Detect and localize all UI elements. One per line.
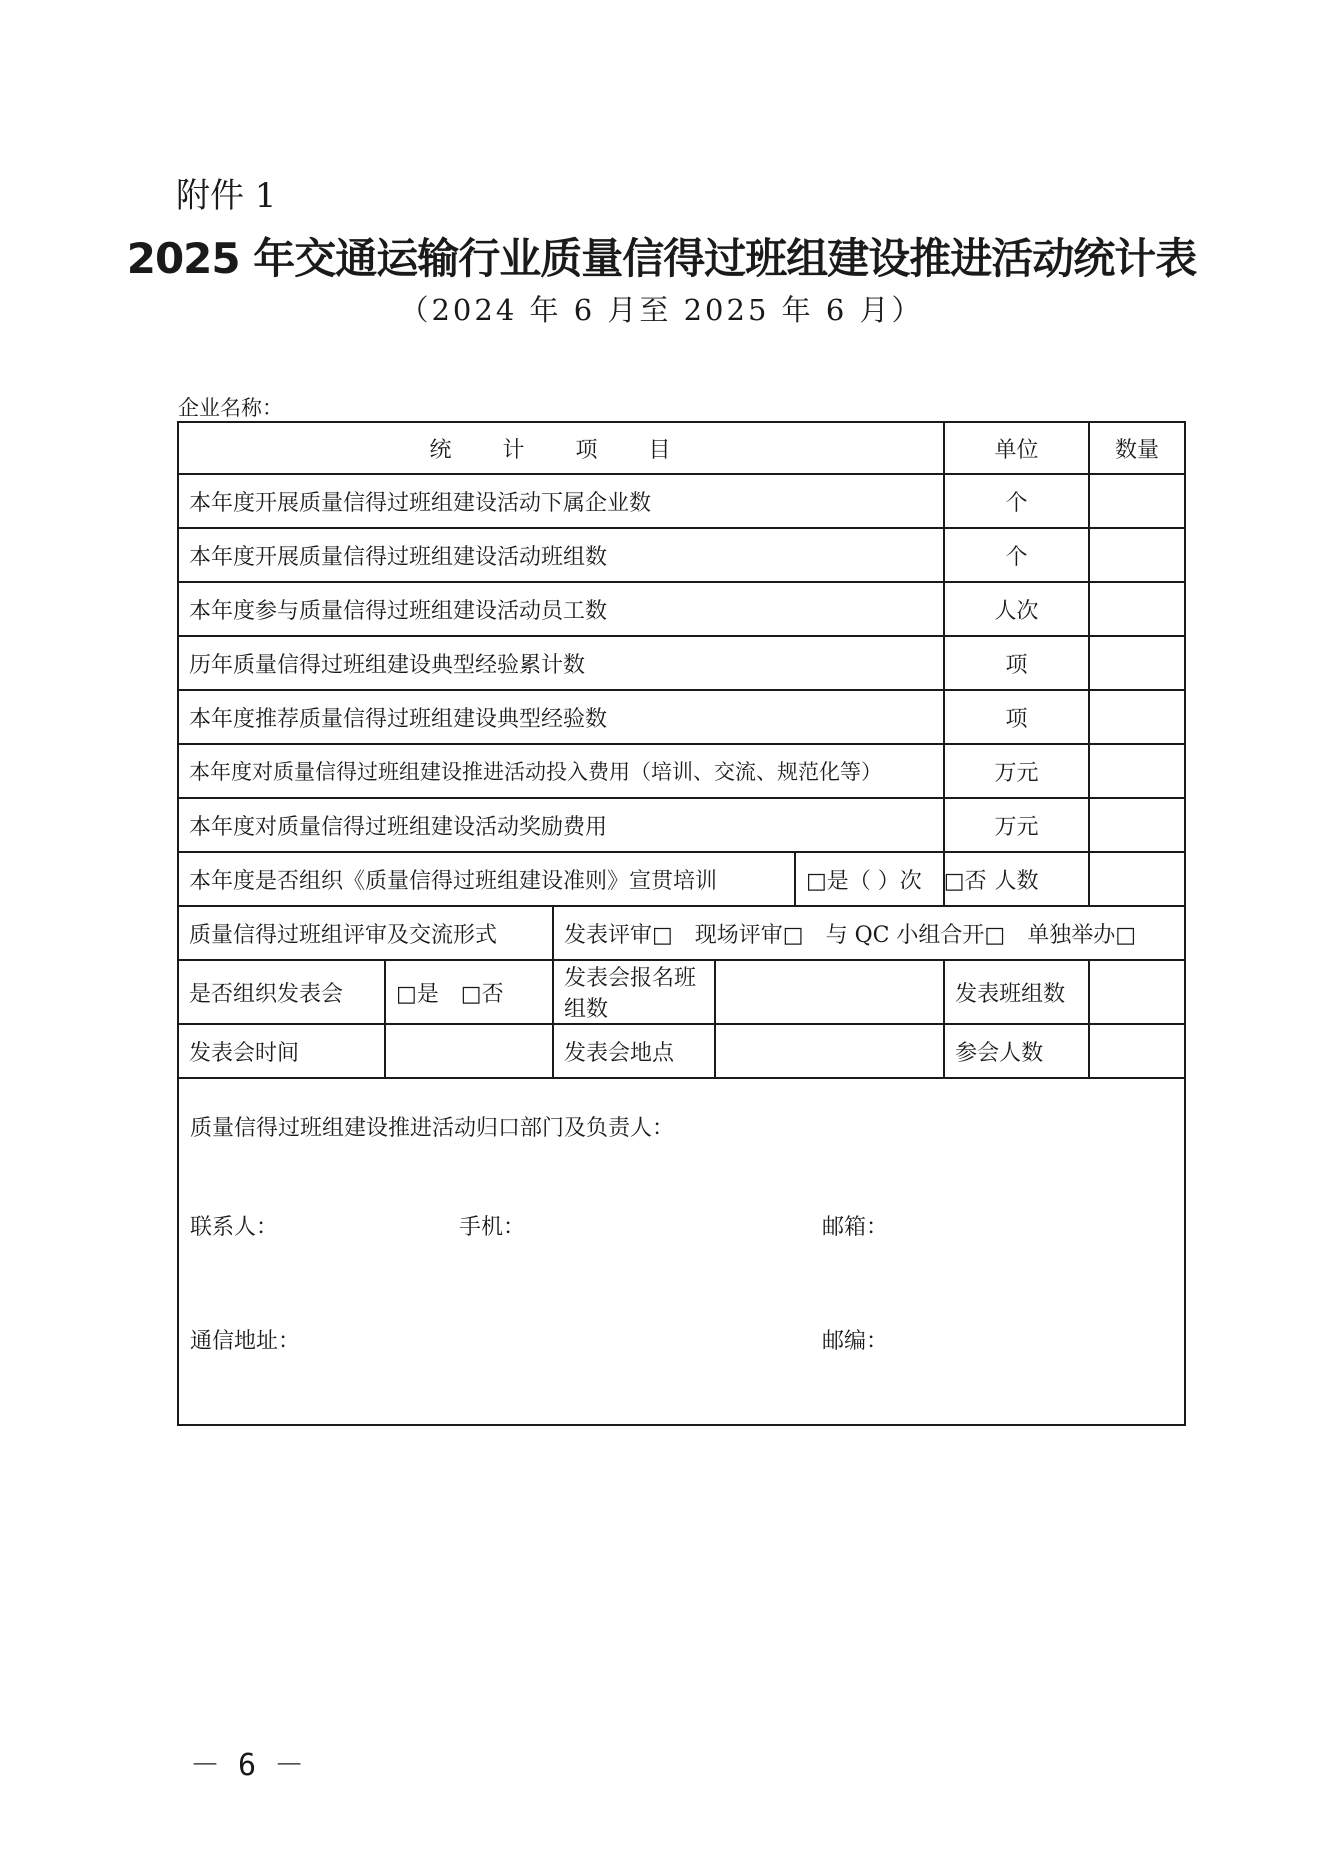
meeting-time-cell[interactable] xyxy=(385,1024,553,1078)
page-number: － 6 － xyxy=(190,1748,305,1783)
meeting-time-label: 发表会时间 xyxy=(178,1024,385,1078)
quantity-cell[interactable] xyxy=(1089,798,1185,852)
company-name-label: 企业名称： xyxy=(178,396,283,420)
document-title: 2025 年交通运输行业质量信得过班组建设推进活动统计表 xyxy=(126,234,1197,283)
attendees-label: 参会人数 xyxy=(944,1024,1089,1078)
row-item-label: 本年度对质量信得过班组建设推进活动投入费用（培训、交流、规范化等） xyxy=(178,744,944,798)
training-item-label: 本年度是否组织《质量信得过班组建设准则》宣贯培训 xyxy=(178,852,795,906)
table-row xyxy=(178,474,1185,528)
row-unit: 人次 xyxy=(944,582,1089,636)
signup-label: 发表会报名班组数 xyxy=(553,960,715,1024)
meeting-row xyxy=(178,960,1185,1024)
review-options[interactable]: 发表评审□ 现场评审□ 与 QC 小组合开□ 单独举办□ xyxy=(553,906,1185,960)
row-item-label: 本年度参与质量信得过班组建设活动员工数 xyxy=(178,582,944,636)
table-row xyxy=(178,528,1185,582)
row-item-label: 历年质量信得过班组建设典型经验累计数 xyxy=(178,636,944,690)
review-label: 质量信得过班组评审及交流形式 xyxy=(178,906,553,960)
quantity-cell[interactable] xyxy=(1089,690,1185,744)
training-unit: 人数 xyxy=(944,852,1089,906)
quantity-cell[interactable] xyxy=(1089,744,1185,798)
quantity-cell[interactable] xyxy=(1089,636,1185,690)
table-row xyxy=(178,690,1185,744)
meeting-label: 是否组织发表会 xyxy=(178,960,385,1024)
row-item-label: 本年度开展质量信得过班组建设活动班组数 xyxy=(178,528,944,582)
row-unit: 个 xyxy=(944,528,1089,582)
row-item-label: 本年度对质量信得过班组建设活动奖励费用 xyxy=(178,798,944,852)
meeting-place-label: 发表会地点 xyxy=(553,1024,715,1078)
address-label: 通信地址： xyxy=(190,1329,301,1354)
table-row xyxy=(178,636,1185,690)
document-subtitle: （2024 年 6 月至 2025 年 6 月） xyxy=(399,293,924,327)
phone-label: 手机： xyxy=(459,1215,526,1240)
quantity-cell[interactable] xyxy=(1089,528,1185,582)
row-unit: 万元 xyxy=(944,798,1089,852)
row-unit: 项 xyxy=(944,690,1089,744)
presented-label: 发表班组数 xyxy=(944,960,1089,1024)
table-header-row xyxy=(178,422,1185,474)
contact-section xyxy=(178,1078,1185,1425)
dept-label: 质量信得过班组建设推进活动归口部门及负责人： xyxy=(190,1116,675,1141)
email-label: 邮箱： xyxy=(822,1215,889,1240)
presented-count-cell[interactable] xyxy=(1089,960,1185,1024)
meeting-options[interactable]: □是 □否 xyxy=(385,960,553,1024)
header-item: 统 计 项 目 xyxy=(178,422,944,474)
statistics-table xyxy=(177,421,1186,1426)
row-unit: 项 xyxy=(944,636,1089,690)
row-unit: 个 xyxy=(944,474,1089,528)
contact-row xyxy=(178,1078,1185,1425)
header-quantity: 数量 xyxy=(1089,422,1185,474)
training-row xyxy=(178,852,1185,906)
row-item-label: 本年度开展质量信得过班组建设活动下属企业数 xyxy=(178,474,944,528)
header-unit: 单位 xyxy=(944,422,1089,474)
row-unit: 万元 xyxy=(944,744,1089,798)
row-item-label: 本年度推荐质量信得过班组建设典型经验数 xyxy=(178,690,944,744)
time-row xyxy=(178,1024,1185,1078)
table-row xyxy=(178,798,1185,852)
attachment-label: 附件 1 xyxy=(176,176,277,216)
table-row xyxy=(178,582,1185,636)
postcode-label: 邮编： xyxy=(822,1329,889,1354)
meeting-place-cell[interactable] xyxy=(715,1024,944,1078)
signup-count-cell[interactable] xyxy=(715,960,944,1024)
training-options[interactable]: □是（ ）次 □否 xyxy=(795,852,944,906)
quantity-cell[interactable] xyxy=(1089,852,1185,906)
table-row xyxy=(178,744,1185,798)
review-row xyxy=(178,906,1185,960)
quantity-cell[interactable] xyxy=(1089,582,1185,636)
attendees-cell[interactable] xyxy=(1089,1024,1185,1078)
contact-person-label: 联系人： xyxy=(190,1215,279,1240)
quantity-cell[interactable] xyxy=(1089,474,1185,528)
